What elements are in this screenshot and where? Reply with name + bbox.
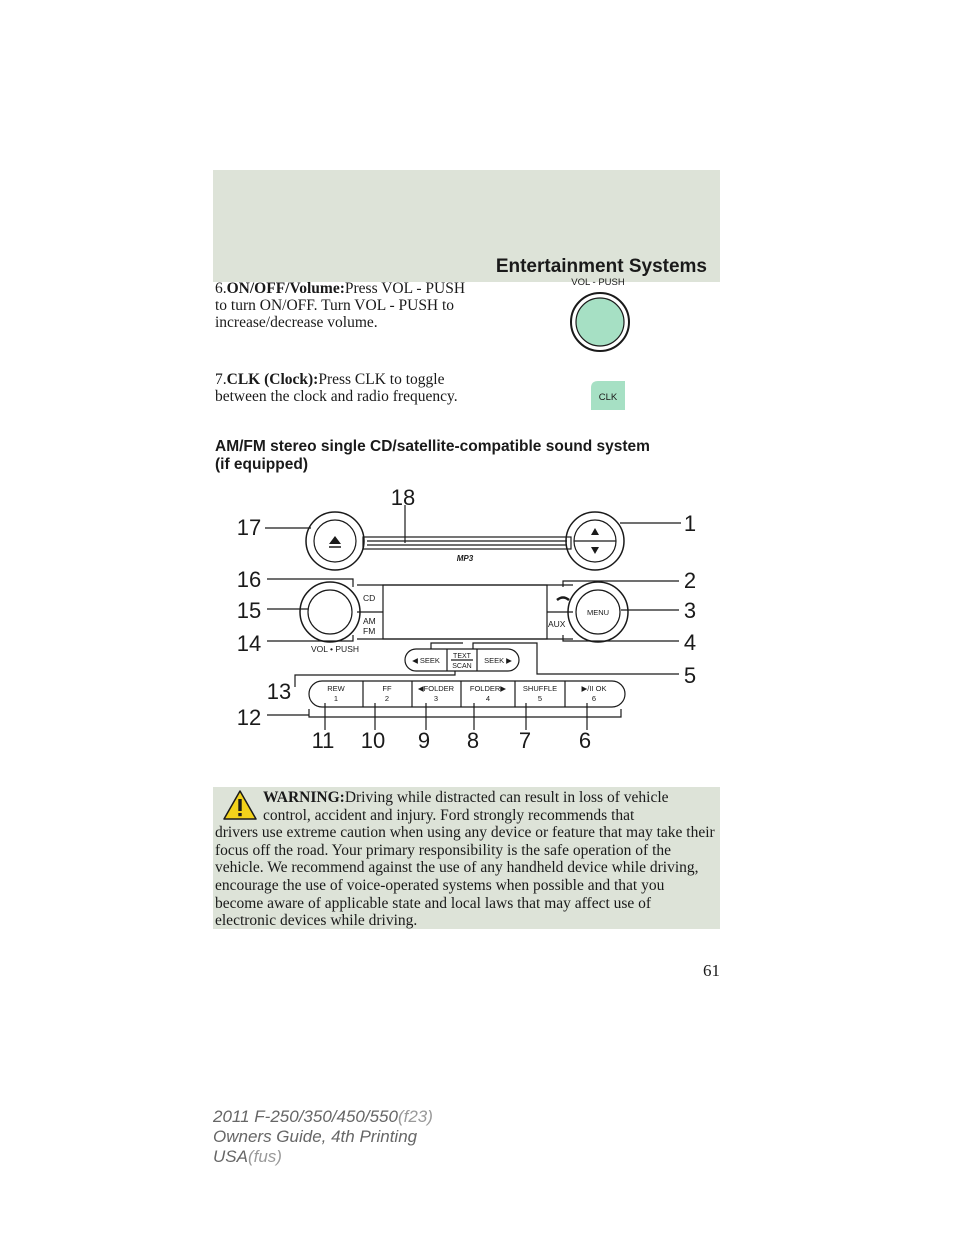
volume-knob-icon [576, 298, 624, 346]
cd-slot [363, 537, 571, 549]
footer [213, 1107, 433, 1167]
preset-1-label: REW [327, 684, 345, 693]
callout-10: 10 [360, 728, 386, 753]
volume-knob-figure [560, 274, 650, 354]
footer-market-code: (fus) [247, 1147, 282, 1166]
item-6-body: Press VOL - PUSH to turn ON/OFF. Turn VOL - PUSH to increase/decrease volume. [215, 280, 466, 331]
section-heading [215, 438, 735, 474]
volume-knob-label: VOL - PUSH [571, 277, 625, 288]
warning-text [215, 789, 715, 930]
mp3-label: MP3 [456, 554, 474, 563]
seek-left-label: ◀ SEEK [412, 656, 440, 665]
footer-model: 2011 F-250/350/450/550 [213, 1107, 398, 1126]
preset-6-num: 6 [591, 694, 597, 703]
am-label: AM [363, 616, 376, 626]
preset-1-num: 1 [333, 694, 339, 703]
callout-13: 13 [266, 679, 292, 704]
callout-5: 5 [683, 663, 697, 688]
menu-label: MENU [586, 608, 610, 617]
callout-2: 2 [683, 568, 697, 593]
clk-button-figure [588, 378, 628, 414]
preset-pill [309, 681, 625, 707]
item-6-number: 6. [215, 280, 227, 297]
preset-2-num: 2 [384, 694, 390, 703]
item-7-number: 7. [215, 371, 227, 388]
footer-market: USA [213, 1147, 248, 1166]
callout-9: 9 [417, 728, 431, 753]
callout-1: 1 [683, 511, 697, 536]
preset-5-num: 5 [537, 694, 543, 703]
footer-model-code: (f23) [397, 1107, 433, 1126]
preset-6-label: ▶/II OK [581, 684, 607, 693]
warning-line2: control, accident and injury. Ford strongly recommends that [263, 806, 635, 824]
warning-line1: Driving while distracted can result in loss of vehicle [344, 789, 669, 806]
seek-right-label: SEEK ▶ [484, 656, 512, 665]
section-heading-line1: AM/FM stereo single CD/satellite-compatible sound system [215, 438, 650, 455]
radio-diagram [225, 475, 725, 765]
text-label: TEXT [453, 653, 471, 660]
cd-label: CD [363, 593, 376, 603]
clk-button-label: CLK [598, 392, 618, 403]
footer-line3 [213, 1147, 433, 1167]
callout-14: 14 [236, 631, 262, 656]
section-title: Entertainment Systems [495, 256, 707, 277]
callout-7: 7 [518, 728, 532, 753]
callout-8: 8 [466, 728, 480, 753]
callout-15: 15 [236, 598, 262, 623]
fm-label: FM [363, 626, 376, 636]
vol-push-label: VOL • PUSH [311, 644, 360, 654]
callout-18: 18 [390, 485, 416, 510]
footer-line2: Owners Guide, 4th Printing [213, 1127, 418, 1146]
display-panel [383, 585, 547, 639]
section-heading-line2: (if equipped) [215, 456, 308, 473]
footer-line1 [213, 1107, 433, 1127]
callout-3: 3 [683, 598, 697, 623]
item-7-text [215, 371, 480, 405]
page-number: 61 [703, 961, 720, 980]
preset-5-label: SHUFFLE [522, 684, 558, 693]
scan-label: SCAN [452, 663, 472, 670]
preset-2-label: FF [382, 684, 392, 693]
callout-16: 16 [236, 567, 262, 592]
callout-11: 11 [311, 728, 335, 753]
item-6-text [215, 280, 480, 331]
vol-knob-outer [300, 582, 360, 642]
aux-label: AUX [548, 619, 566, 629]
callout-17: 17 [236, 515, 262, 540]
preset-3-label: ◀FOLDER [417, 684, 455, 693]
warning-body: drivers use extreme caution when using any device or feature that may take their focus off the road. Your primary responsibility is the safe operation of the vehicle. We recommend against the use of any handheld device while driving, encourage the use of voice-operated systems when possible and that you become aware of applicable state and local laws that may affect use of electronic devices while driving. [215, 824, 715, 930]
callout-4: 4 [683, 630, 697, 655]
preset-3-num: 3 [433, 694, 439, 703]
item-7-title: CLK (Clock): [226, 371, 319, 388]
item-7-body: Press CLK to toggle between the clock and radio frequency. [215, 371, 458, 405]
warning-title: WARNING: [263, 789, 345, 806]
preset-4-label: FOLDER▶ [469, 684, 507, 693]
callout-12: 12 [236, 705, 262, 730]
preset-4-num: 4 [485, 694, 491, 703]
item-6-title: ON/OFF/Volume: [226, 280, 345, 297]
vol-knob [308, 590, 352, 634]
callout-6: 6 [578, 728, 592, 753]
warning-first-line [215, 789, 715, 807]
